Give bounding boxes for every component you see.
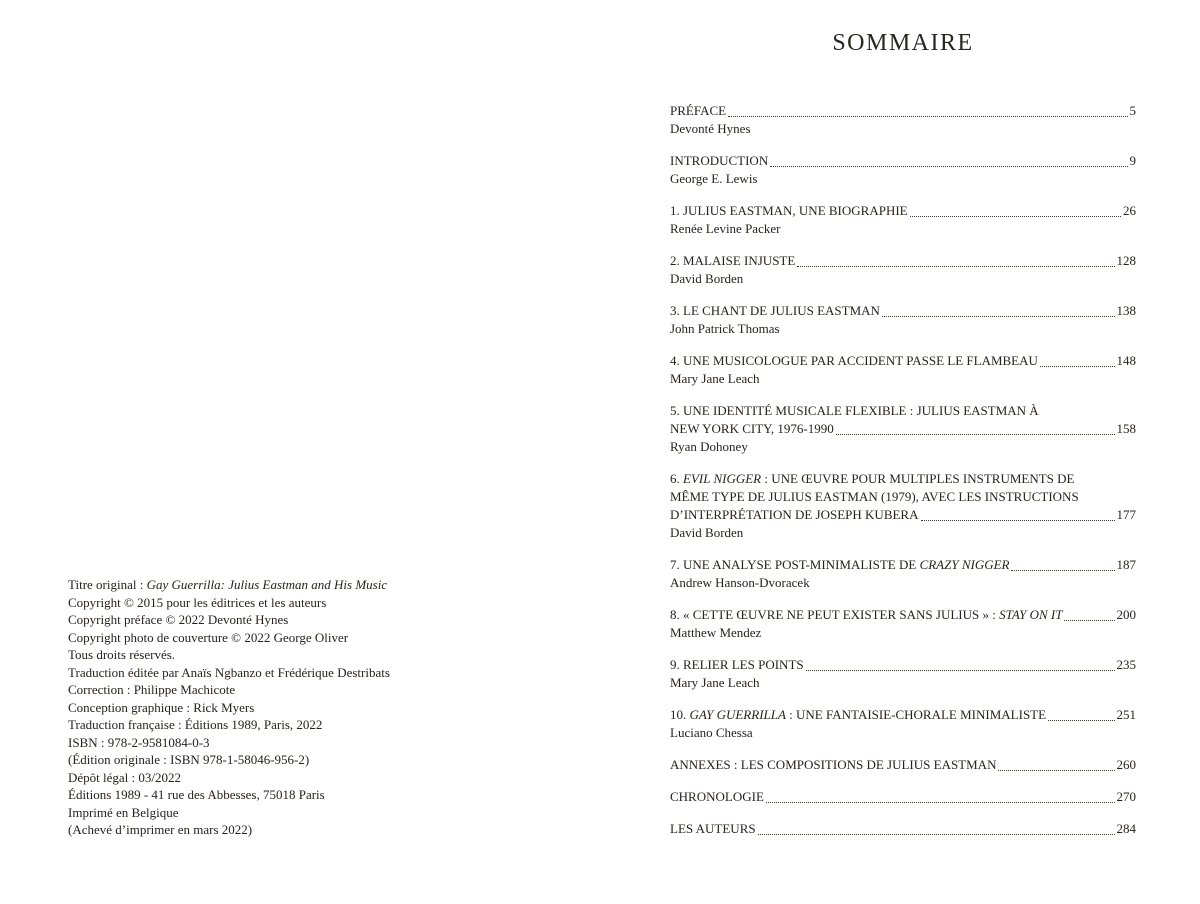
toc-list xyxy=(670,102,1136,852)
colophon-line xyxy=(68,786,488,804)
toc-entry xyxy=(670,756,1136,774)
toc-entry-title xyxy=(670,489,1079,504)
toc-page-number: 9 xyxy=(1129,153,1136,168)
colophon-line xyxy=(68,734,488,752)
toc-title-segment: 4. UNE MUSICOLOGUE PAR ACCIDENT PASSE LE FLAMBEAU xyxy=(670,353,1038,368)
toc-page-number: 26 xyxy=(1123,203,1136,218)
toc-entry-title-line xyxy=(670,420,1136,438)
toc-entry-title xyxy=(670,202,908,220)
colophon-line xyxy=(68,629,488,647)
toc-entry xyxy=(670,202,1136,238)
toc-entry-title-line xyxy=(670,488,1136,506)
toc-entry-title xyxy=(670,706,1046,724)
toc-entry-author: Mary Jane Leach xyxy=(670,371,760,386)
toc-title-segment: 2. MALAISE INJUSTE xyxy=(670,253,796,268)
toc-title-segment: 1. JULIUS EASTMAN, UNE BIOGRAPHIE xyxy=(670,203,908,218)
toc-entry-title-line xyxy=(670,788,1136,806)
toc-title-segment: CHRONOLOGIE xyxy=(670,789,764,804)
toc-title-segment: 10. xyxy=(670,707,690,722)
dot-leader xyxy=(1048,720,1114,721)
page-title: SOMMAIRE xyxy=(832,30,974,56)
toc-title-segment: 3. LE CHANT DE JULIUS EASTMAN xyxy=(670,303,880,318)
toc-entry-title xyxy=(670,606,1062,624)
toc-entry xyxy=(670,706,1136,742)
toc-entry-author: Renée Levine Packer xyxy=(670,221,781,236)
toc-page-number: 5 xyxy=(1129,103,1136,118)
toc-page-number: 260 xyxy=(1116,757,1136,772)
dot-leader xyxy=(1011,570,1114,571)
toc-entry-title xyxy=(670,556,1009,574)
toc-entry-title-line xyxy=(670,102,1136,120)
toc-entry xyxy=(670,788,1136,806)
toc-entry xyxy=(670,252,1136,288)
toc-page-number: 235 xyxy=(1116,657,1136,672)
toc-entry-title xyxy=(670,152,768,170)
toc-entry-title-line xyxy=(670,756,1136,774)
toc-entry-title xyxy=(670,403,1039,418)
toc-title-segment: LES AUTEURS xyxy=(670,821,756,836)
toc-entry-title xyxy=(670,302,880,320)
toc-entry-title-line xyxy=(670,352,1136,370)
toc-page-number: 158 xyxy=(1116,421,1136,436)
colophon-text-segment: Imprimé en Belgique xyxy=(68,804,179,820)
toc-entry-author: Luciano Chessa xyxy=(670,725,753,740)
toc-title-segment: ANNEXES : LES COMPOSITIONS DE JULIUS EASTMAN xyxy=(670,757,997,772)
toc-title-segment: PRÉFACE xyxy=(670,103,727,118)
toc-entry-author: David Borden xyxy=(670,271,744,286)
colophon-line xyxy=(68,681,488,699)
dot-leader xyxy=(766,802,1115,803)
toc-page-number: 200 xyxy=(1116,607,1136,622)
colophon-text-segment: Dépôt légal : 03/2022 xyxy=(68,769,182,785)
toc-entry-title-line xyxy=(670,820,1136,838)
toc-title-segment: EVIL NIGGER xyxy=(683,471,762,486)
toc-page-number: 148 xyxy=(1116,353,1136,368)
toc-entry xyxy=(670,656,1136,692)
colophon-line xyxy=(68,821,488,839)
toc-entry xyxy=(670,470,1136,542)
toc-entry-author: Andrew Hanson-Dvoracek xyxy=(670,575,810,590)
colophon-text-segment: Copyright © 2015 pour les éditrices et les auteurs xyxy=(68,594,327,610)
toc-entry xyxy=(670,352,1136,388)
dot-leader xyxy=(1064,620,1114,621)
toc-entry-title xyxy=(670,820,756,838)
toc-page-number: 187 xyxy=(1116,557,1136,572)
colophon-line xyxy=(68,646,488,664)
toc-title-segment: 8. « CETTE ŒUVRE NE PEUT EXISTER SANS JULIUS » : xyxy=(670,607,1000,622)
toc-title-segment: STAY ON IT xyxy=(999,607,1063,622)
toc-title-segment: MÊME TYPE DE JULIUS EASTMAN (1979), AVEC LES INSTRUCTIONS xyxy=(670,489,1079,504)
toc-entry-title-line xyxy=(670,656,1136,674)
toc-title-segment: GAY GUERRILLA xyxy=(689,707,786,722)
toc-entry-author: John Patrick Thomas xyxy=(670,321,780,336)
toc-title-segment: 6. xyxy=(670,471,683,486)
toc-entry xyxy=(670,402,1136,456)
toc-entry xyxy=(670,556,1136,592)
toc-page-number: 284 xyxy=(1116,821,1136,836)
colophon-line xyxy=(68,769,488,787)
toc-entry-author: Mary Jane Leach xyxy=(670,675,760,690)
toc-title-segment: : UNE ŒUVRE POUR MULTIPLES INSTRUMENTS DE xyxy=(761,471,1075,486)
colophon-text-segment: (Édition originale : ISBN 978-1-58046-956-2) xyxy=(68,752,310,767)
colophon-text-segment: Gay Guerrilla: Julius Eastman and His Music xyxy=(146,577,388,592)
toc-entry-title xyxy=(670,756,996,774)
toc-entry-title-line xyxy=(670,402,1136,420)
dot-leader xyxy=(1040,366,1115,367)
toc-title-segment: INTRODUCTION xyxy=(670,153,769,168)
toc-page-number: 270 xyxy=(1116,789,1136,804)
toc-entry-author: George E. Lewis xyxy=(670,171,758,186)
dot-leader xyxy=(770,166,1127,167)
toc-entry-title-line xyxy=(670,606,1136,624)
toc-entry-title xyxy=(670,102,726,120)
toc-entry-title xyxy=(670,506,919,524)
toc-entry xyxy=(670,302,1136,338)
colophon-line xyxy=(68,576,488,594)
toc-entry-title-line xyxy=(670,302,1136,320)
toc-title-segment: 7. UNE ANALYSE POST-MINIMALISTE DE xyxy=(670,557,920,572)
toc-entry-title xyxy=(670,471,1074,486)
toc-page-number: 177 xyxy=(1116,507,1136,522)
dot-leader xyxy=(758,834,1115,835)
colophon-line xyxy=(68,664,488,682)
colophon-block xyxy=(68,576,488,839)
colophon-line xyxy=(68,699,488,717)
toc-entry xyxy=(670,820,1136,838)
colophon-line xyxy=(68,611,488,629)
toc-title-segment: CRAZY NIGGER xyxy=(919,557,1010,572)
colophon-text-segment: Copyright photo de couverture © 2022 George Oliver xyxy=(68,629,349,645)
toc-entry xyxy=(670,102,1136,138)
dot-leader xyxy=(921,520,1115,521)
toc-title-segment: : UNE FANTAISIE-CHORALE MINIMALISTE xyxy=(785,707,1047,722)
colophon-line xyxy=(68,751,488,769)
dot-leader xyxy=(806,670,1115,671)
colophon-text-segment: ISBN : 978-2-9581084-0-3 xyxy=(68,734,210,750)
colophon-text-segment: Copyright préface © 2022 Devonté Hynes xyxy=(68,612,289,627)
colophon-text-segment: Tous droits réservés. xyxy=(68,647,176,662)
toc-entry xyxy=(670,152,1136,188)
toc-entry-title-line xyxy=(670,152,1136,170)
toc-entry-title xyxy=(670,788,764,806)
toc-page-number: 138 xyxy=(1116,303,1136,318)
toc-entry-title xyxy=(670,420,834,438)
toc-page-number: 251 xyxy=(1116,707,1136,722)
colophon-text-segment: Traduction éditée par Anaïs Ngbanzo et Frédérique Destribats xyxy=(68,664,390,680)
toc-entry-title-line xyxy=(670,556,1136,574)
colophon-line xyxy=(68,594,488,612)
colophon-text-segment: Titre original : xyxy=(68,577,147,592)
toc-entry-title-line xyxy=(670,706,1136,724)
dot-leader xyxy=(728,116,1127,117)
dot-leader xyxy=(910,216,1121,217)
toc-title-segment: D’INTERPRÉTATION DE JOSEPH KUBERA xyxy=(670,507,919,522)
toc-title-segment: 5. UNE IDENTITÉ MUSICALE FLEXIBLE : JULIUS EASTMAN À xyxy=(670,403,1039,418)
toc-entry xyxy=(670,606,1136,642)
dot-leader xyxy=(797,266,1114,267)
colophon-line xyxy=(68,716,488,734)
colophon-text-segment: Traduction française : Éditions 1989, Paris, 2022 xyxy=(68,717,323,732)
toc-entry-author: Ryan Dohoney xyxy=(670,439,748,454)
toc-entry-title xyxy=(670,656,804,674)
toc-entry-title xyxy=(670,352,1038,370)
toc-page-number: 128 xyxy=(1116,253,1136,268)
toc-title-segment: 9. RELIER LES POINTS xyxy=(670,657,804,672)
colophon-text-segment: Éditions 1989 - 41 rue des Abbesses, 75018 Paris xyxy=(68,787,325,802)
dot-leader xyxy=(836,434,1115,435)
toc-entry-author: David Borden xyxy=(670,525,744,540)
colophon-text-segment: Correction : Philippe Machicote xyxy=(68,682,236,697)
dot-leader xyxy=(882,316,1115,317)
toc-entry-author: Devonté Hynes xyxy=(670,121,751,136)
toc-entry-title-line xyxy=(670,252,1136,270)
toc-entry-title-line xyxy=(670,470,1136,488)
colophon-line xyxy=(68,804,488,822)
toc-entry-title xyxy=(670,252,795,270)
dot-leader xyxy=(998,770,1114,771)
colophon-text-segment: Conception graphique : Rick Myers xyxy=(68,699,255,715)
toc-entry-author: Matthew Mendez xyxy=(670,625,762,640)
toc-entry-title-line xyxy=(670,202,1136,220)
colophon-text-segment: (Achevé d’imprimer en mars 2022) xyxy=(68,822,253,837)
toc-entry-title-line xyxy=(670,506,1136,524)
toc-title-segment: NEW YORK CITY, 1976-1990 xyxy=(670,421,834,436)
toc-page xyxy=(670,0,1136,904)
